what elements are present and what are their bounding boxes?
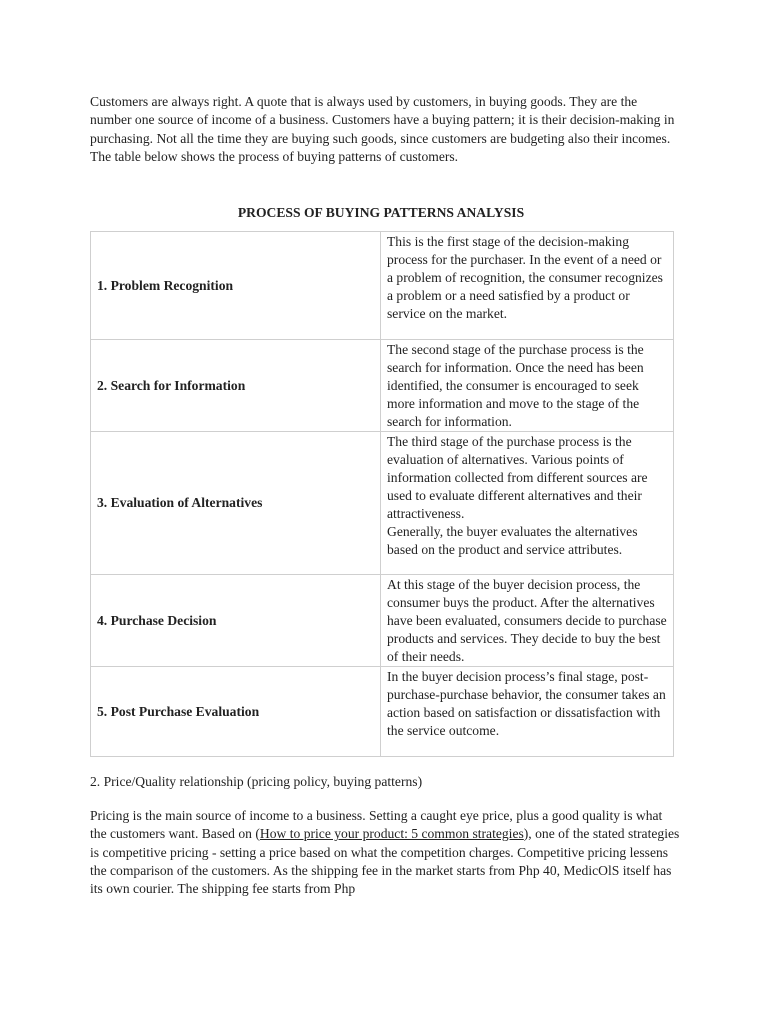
description-text: At this stage of the buyer decision process, the consumer buys the product. After the alternatives have been evaluated, consumers decide to purchase products and services. They decide to buy the best of their needs. [387,577,667,665]
description-text: This is the first stage of the decision-making process for the purchaser. In the event of a need or a problem of recognition, the consumer recognizes a problem or a need satisfied by a product or service on the market. [387,234,663,322]
description-cell [381,667,674,757]
table-row [91,432,674,575]
stage-cell: 5. Post Purchase Evaluation [91,667,381,757]
stage-cell: 2. Search for Information [91,340,381,432]
stage-cell: 4. Purchase Decision [91,575,381,667]
buying-process-table [90,231,674,757]
stage-cell: 1. Problem Recognition [91,232,381,340]
description-text: In the buyer decision process’s final stage, post-purchase-purchase behavior, the consumer takes an action based on satisfaction or dissatisfaction with the service outcome. [387,669,666,739]
table-row [91,667,674,757]
description-text: The second stage of the purchase process is the search for information. Once the need has been identified, the consumer is encouraged to seek more information and move to the stage of the search for information. [387,342,644,430]
description-cell [381,575,674,667]
table-row [91,340,674,432]
description-text: Generally, the buyer evaluates the alternatives based on the product and service attributes. [387,524,638,558]
pricing-paragraph [90,807,680,898]
intro-paragraph: Customers are always right. A quote that is always used by customers, in buying goods. They are the number one source of income of a business. Customers have a buying pattern; it is their decision-making in purchasing. Not all the time they are buying such goods, since customers are budgeting also their incomes. The table below shows the process of buying patterns of customers. [90,94,675,164]
description-cell [381,340,674,432]
document-page [90,93,680,899]
strategies-link[interactable]: How to price your product: 5 common strategies [259,826,524,842]
description-cell [381,432,674,575]
description-cell [381,232,674,340]
table-title: PROCESS OF BUYING PATTERNS ANALYSIS [237,205,525,221]
pricing-text-after: ), one of the stated strategies is competitive pricing - setting a price based on what the competition charges. Competitive pricing lessens the comparison of the customers. As the shipping fee in the market starts from Php 40, MedicOlS itself has its own courier. The shipping fee starts from Php [90,826,680,897]
pricing-text-before: Pricing is the main source of income to a business. Setting a caught eye price, plus a good quality is what the customers want. Based on ( [90,808,663,842]
table-row [91,232,674,340]
stage-cell: 3. Evaluation of Alternatives [91,432,381,575]
description-text: The third stage of the purchase process is the evaluation of alternatives. Various points of information collected from different sources are used to evaluate different alternatives and their attractiveness. [387,434,648,522]
table-row [91,575,674,667]
section-heading: 2. Price/Quality relationship (pricing policy, buying patterns) [90,774,423,790]
